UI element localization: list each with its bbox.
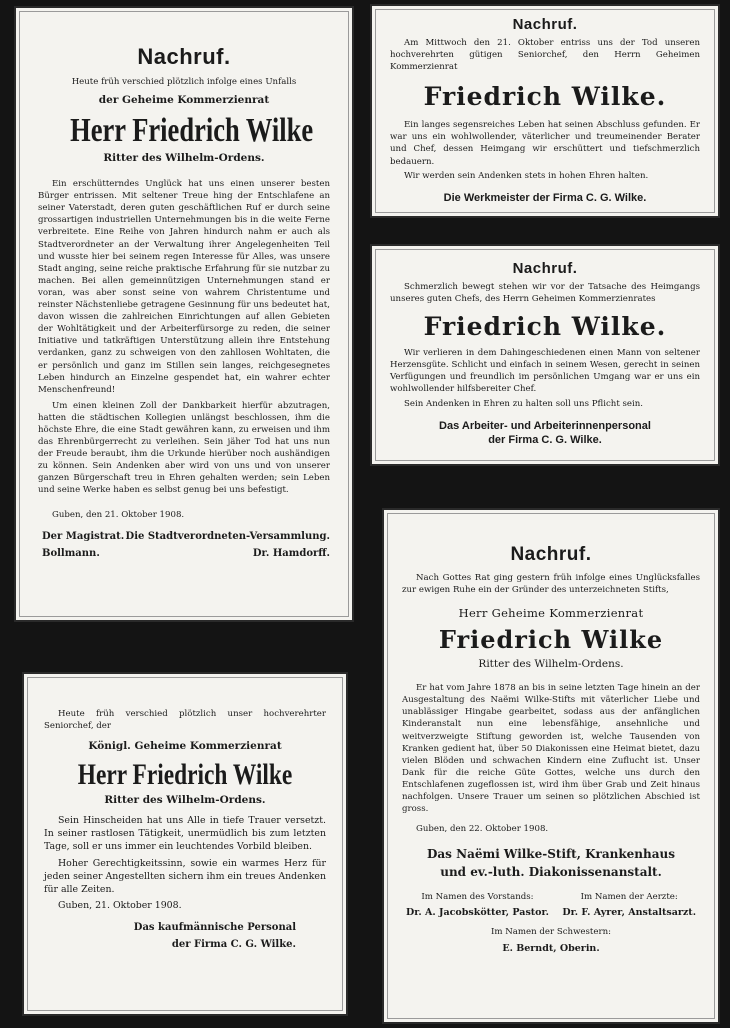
notice-heading: Nachruf. — [512, 260, 578, 277]
signature-schwestern — [402, 926, 700, 953]
notice-order: Ritter des Wilhelm-Ordens. — [478, 658, 624, 671]
notice-signature: Das Arbeiter- und Arbeiterinnenpersonal — [439, 419, 651, 432]
signature-line: Das kaufmännische Personal — [133, 922, 296, 934]
signature-person: Dr. A. Jacobskötter, Pastor. — [406, 907, 549, 919]
notice-paragraph: Sein Andenken in Ehren zu halten soll uns Pflicht sein. — [404, 398, 644, 409]
signature-person: Dr. Hamdorff. — [252, 547, 330, 559]
notice-paragraph: Er hat vom Jahre 1878 an bis in seine letzten Tage hinein an der Ausgestaltung des Naëmi Wilke-Stifts mit väterlicher Liebe und unablässiger Hingabe gearbeitet, sodass aus der anfänglichen Kinderanstalt nun eine lebensfähige, ansehnliche und weitverzweigte Stiftung geworden ist, welche Tausenden von Kranken gedient hat, über 50 Diakonissen eine Heimat bietet, dazu vielen Blöden und schwachen Kindern eine Zuflucht ist. Unser Dank für die reiche Güte Gottes, welche uns durch den Entschlafenen zugeflossen ist, wird ihm über Grab und Zeit hinaus nachfolgen. Unsere Trauer um seinen so plötzlichen Abschied ist gross. — [402, 683, 700, 815]
signature-org: Die Stadtverordneten-Versammlung. — [125, 530, 330, 542]
notice-intro: Schmerzlich bewegt stehen wir vor der Tatsache des Heimgangs unseres guten Chefs, des Herrn Geheimen Kommerzienrates — [390, 282, 700, 305]
notice-paragraph: Wir werden sein Andenken stets in hohen Ehren halten. — [404, 170, 649, 181]
signature-person: E. Berndt, Oberin. — [502, 942, 600, 954]
notice-name: Herr Friedrich Wilke — [77, 758, 293, 792]
signature-label: Im Namen des Vorstands: — [421, 892, 534, 903]
signature-person: Dr. F. Ayrer, Anstaltsarzt. — [562, 907, 696, 919]
notice-paragraph: Wir verlieren in dem Dahingeschiedenen einen Mann von seltener Herzensgüte. Schlicht und einfach in seinem Wesen, gerecht in seinen Verfügungen und freundlich im persönlichen Umgang war er uns ein wohlwollender hilfsbereiter Chef. — [390, 348, 700, 395]
notice-title: Herr Geheime Kommerzienrat — [458, 606, 644, 621]
notice-order: Ritter des Wilhelm-Ordens. — [103, 152, 265, 165]
notice-signature: Die Werkmeister der Firma C. G. Wilke. — [443, 191, 647, 204]
notice-paragraph: Hoher Gerechtigkeitssinn, sowie ein warmes Herz für jeden seiner Angestellten sichern ihm ein treues Andenken für alle Zeiten. — [44, 858, 326, 896]
notice-date: Guben, 21. Oktober 1908. — [58, 900, 182, 912]
notice-paragraph: Ein erschütterndes Unglück hat uns einen unserer besten Bürger entrissen. Mit seltener Treue hing der Entschlafene an seiner Vaterstadt, deren guten geschäftlichen Ruf er durch seine grossartigen industriellen Unternehmungen bis in die weite Ferne verbreitete. Eine Reihe von Jahren hindurch nahm er auch als Stadtverordneter an der Verwaltung ihrer Angelegenheiten Teil und wusste hier bei seinem regen Interesse für Alles, was unsere Stadt anging, seine reiche praktische Erfahrung für sie nutzbar zu machen. Bei allen gemeinnützigen Unternehmungen stand er voran, was aber sonst seine von wahrem Christentume und reinster Nächstenliebe getragene Gesinnung für uns bedeutet hat, davon wissen die zahlreichen Einrichtungen auf allen Gebieten der Wohltätigkeit und der Arbeiterfürsorge zu reden, die seiner Initiative und tatkräftigen Unterstützung allein ihre Entstehung verdanken, ganz zu schweigen von den zahllosen Wohltaten, die er persönlich und ganz im Stillen sein langes, reichgesegnetes Leben hindurch an Einzelne gespendet hat, ein wahrer echter Menschenfreund! — [38, 179, 330, 395]
notice-name: Herr Friedrich Wilke — [70, 112, 314, 150]
notice-name: Friedrich Wilke — [438, 625, 664, 655]
notice-signature: der Firma C. G. Wilke. — [488, 433, 602, 446]
notice-org: Das Naëmi Wilke-Stift, Krankenhaus — [427, 847, 675, 862]
notice-magistrat — [14, 6, 354, 622]
notice-date: Guben, den 22. Oktober 1908. — [416, 824, 549, 835]
signature-label: Im Namen der Schwestern: — [490, 927, 611, 938]
signature-vorstand — [406, 891, 549, 918]
notice-signature — [44, 922, 326, 950]
notice-date: Guben, den 21. Oktober 1908. — [52, 509, 185, 520]
notice-order: Ritter des Wilhelm-Ordens. — [104, 794, 266, 807]
signature-org: Der Magistrat. — [42, 530, 125, 542]
notice-org: und ev.-luth. Diakonissenanstalt. — [440, 865, 662, 880]
signature-person: Bollmann. — [42, 547, 100, 559]
signature-aerzte — [562, 891, 696, 918]
signature-label: Im Namen der Aerzte: — [580, 892, 678, 903]
notice-title: der Geheime Kommerzienrat — [98, 94, 270, 107]
notice-personal — [22, 672, 348, 1016]
notice-stift — [382, 508, 720, 1024]
notice-heading: Nachruf. — [137, 44, 231, 69]
notice-paragraph: Um einen kleinen Zoll der Dankbarkeit hierfür abzutragen, hatten die städtischen Kollegien unlängst beschlossen, ihm die höchste Ehre, die eine Stadt gewähren kann, zu erweisen und ihm das Ehrenbürgerrecht zu verleihen. Sein jäher Tod hat uns nun der Freude beraubt, ihm die Urkunde hierüber noch aushändigen zu können. Sein Andenken aber wird von uns und von unserer ganzen Bürgerschaft treu in Ehren gehalten werden; sein Leben und seine Werke haben es selbst genug bei uns befestigt. — [38, 400, 330, 496]
notice-arbeiter — [370, 244, 720, 466]
notice-title: Königl. Geheime Kommerzienrat — [88, 740, 282, 753]
signature-row — [402, 891, 700, 918]
notice-paragraph: Sein Hinscheiden hat uns Alle in tiefe Trauer versetzt. In seiner rastlosen Tätigkeit, unermüdlich bis zum letzten Tage, soll er uns immer ein leuchtendes Vorbild bleiben. — [44, 815, 326, 853]
notice-intro: Heute früh verschied plötzlich infolge eines Unfalls — [71, 77, 297, 87]
notice-heading: Nachruf. — [510, 544, 592, 565]
notice-intro: Nach Gottes Rat ging gestern früh infolge eines Unglücksfalles zur ewigen Ruhe ein der Gründer des unterzeichneten Stifts, — [402, 573, 700, 596]
signature-line: der Firma C. G. Wilke. — [171, 939, 296, 951]
signature-row — [38, 531, 330, 559]
notice-heading: Nachruf. — [512, 16, 578, 33]
notice-name: Friedrich Wilke. — [423, 82, 667, 112]
notice-intro: Am Mittwoch den 21. Oktober entriss uns der Tod unseren hochverehrten gütigen Seniorchef, den Herrn Geheimen Kommerzienrat — [390, 38, 700, 73]
signature-magistrat — [38, 531, 124, 559]
notice-werkmeister — [370, 4, 720, 218]
notice-intro: Heute früh verschied plötzlich unser hochverehrter Seniorchef, der — [44, 709, 326, 732]
signature-stadtverordnete — [126, 531, 330, 559]
notice-name: Friedrich Wilke. — [423, 312, 667, 342]
notice-paragraph: Ein langes segensreiches Leben hat seinen Abschluss gefunden. Er war uns ein wohlwollender, väterlicher und treumeinender Berater und Chef, dessen Heimgang wir erschüttert und tiefschmerzlich bedauern. — [390, 120, 700, 167]
